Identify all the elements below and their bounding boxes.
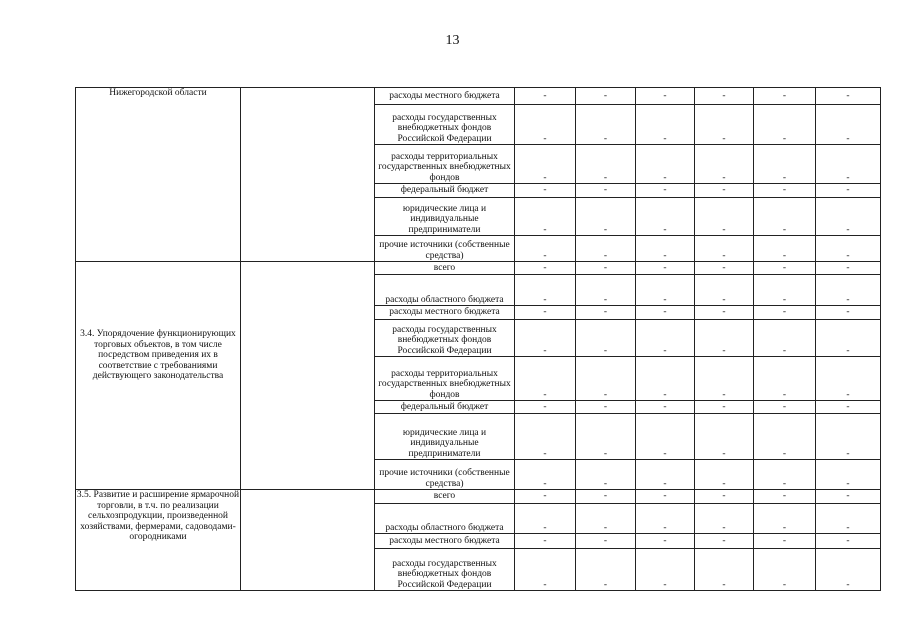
funding-source-cell: юридические лица и индивидуальные предприниматели xyxy=(375,198,515,236)
funding-value-cell: - xyxy=(816,236,881,262)
funding-value-cell: - xyxy=(636,460,695,490)
funding-value-cell: - xyxy=(576,534,636,549)
activity-name-cell xyxy=(76,490,241,591)
funding-value-cell: - xyxy=(576,460,636,490)
funding-value-cell: - xyxy=(816,145,881,184)
funding-value-cell: - xyxy=(695,414,754,460)
activity-name: Нижегородской области xyxy=(109,88,207,98)
funding-value-cell: - xyxy=(754,145,816,184)
funding-value-cell: - xyxy=(695,549,754,591)
funding-value-cell: - xyxy=(636,504,695,534)
funding-value-cell: - xyxy=(576,414,636,460)
executor-cell xyxy=(241,88,375,262)
funding-value-cell: - xyxy=(754,549,816,591)
funding-value-cell: - xyxy=(515,320,576,357)
funding-value-cell: - xyxy=(515,262,576,275)
funding-value-cell: - xyxy=(576,262,636,275)
funding-value-cell: - xyxy=(754,490,816,504)
funding-value-cell: - xyxy=(754,105,816,145)
funding-value-cell: - xyxy=(576,88,636,105)
funding-value-cell: - xyxy=(816,306,881,320)
funding-value-cell: - xyxy=(754,262,816,275)
funding-value-cell: - xyxy=(636,549,695,591)
funding-value-cell: - xyxy=(695,236,754,262)
funding-value-cell: - xyxy=(816,88,881,105)
funding-value-cell: - xyxy=(515,306,576,320)
funding-value-cell: - xyxy=(695,306,754,320)
page-number: 13 xyxy=(445,33,460,48)
funding-value-cell: - xyxy=(576,198,636,236)
funding-value-cell: - xyxy=(636,145,695,184)
funding-value-cell: - xyxy=(754,88,816,105)
funding-value-cell: - xyxy=(695,357,754,401)
funding-value-cell: - xyxy=(695,105,754,145)
funding-value-cell: - xyxy=(636,88,695,105)
funding-value-cell: - xyxy=(695,145,754,184)
funding-source-cell: расходы государственных внебюджетных фондов Российской Федерации xyxy=(375,549,515,591)
funding-value-cell: - xyxy=(576,490,636,504)
funding-value-cell: - xyxy=(576,236,636,262)
funding-value-cell: - xyxy=(816,198,881,236)
funding-source-cell: расходы местного бюджета xyxy=(375,534,515,549)
funding-value-cell: - xyxy=(636,534,695,549)
funding-source-cell: расходы территориальных государственных внебюджетных фондов xyxy=(375,145,515,184)
funding-source-cell: расходы местного бюджета xyxy=(375,306,515,320)
funding-value-cell: - xyxy=(636,184,695,198)
funding-value-cell: - xyxy=(816,275,881,306)
funding-value-cell: - xyxy=(816,414,881,460)
funding-value-cell: - xyxy=(636,198,695,236)
funding-value-cell: - xyxy=(816,320,881,357)
funding-value-cell: - xyxy=(816,504,881,534)
funding-value-cell: - xyxy=(695,401,754,414)
funding-value-cell: - xyxy=(816,460,881,490)
funding-value-cell: - xyxy=(515,490,576,504)
funding-value-cell: - xyxy=(636,414,695,460)
funding-value-cell: - xyxy=(816,357,881,401)
funding-value-cell: - xyxy=(754,236,816,262)
funding-source-cell: расходы местного бюджета xyxy=(375,88,515,105)
funding-value-cell: - xyxy=(754,504,816,534)
funding-source-cell: расходы областного бюджета xyxy=(375,275,515,306)
funding-value-cell: - xyxy=(636,320,695,357)
funding-value-cell: - xyxy=(816,549,881,591)
funding-value-cell: - xyxy=(515,401,576,414)
funding-value-cell: - xyxy=(636,357,695,401)
funding-value-cell: - xyxy=(816,534,881,549)
funding-value-cell: - xyxy=(636,306,695,320)
funding-value-cell: - xyxy=(695,534,754,549)
funding-value-cell: - xyxy=(816,184,881,198)
funding-value-cell: - xyxy=(695,275,754,306)
funding-value-cell: - xyxy=(576,275,636,306)
table-row xyxy=(76,490,881,504)
funding-source-cell: юридические лица и индивидуальные предприниматели xyxy=(375,414,515,460)
funding-value-cell: - xyxy=(515,504,576,534)
funding-value-cell: - xyxy=(754,306,816,320)
budget-table xyxy=(75,87,881,591)
funding-value-cell: - xyxy=(576,306,636,320)
funding-value-cell: - xyxy=(576,504,636,534)
funding-value-cell: - xyxy=(816,401,881,414)
funding-value-cell: - xyxy=(695,262,754,275)
activity-name-cell xyxy=(76,88,241,262)
funding-value-cell: - xyxy=(576,357,636,401)
funding-source-cell: расходы территориальных государственных внебюджетных фондов xyxy=(375,357,515,401)
funding-value-cell: - xyxy=(576,184,636,198)
funding-value-cell: - xyxy=(576,105,636,145)
funding-source-cell: всего xyxy=(375,490,515,504)
funding-value-cell: - xyxy=(636,275,695,306)
funding-value-cell: - xyxy=(695,460,754,490)
funding-value-cell: - xyxy=(515,236,576,262)
funding-value-cell: - xyxy=(515,184,576,198)
funding-value-cell: - xyxy=(576,401,636,414)
funding-value-cell: - xyxy=(754,198,816,236)
funding-source-cell: всего xyxy=(375,262,515,275)
funding-value-cell: - xyxy=(754,460,816,490)
funding-value-cell: - xyxy=(636,105,695,145)
funding-value-cell: - xyxy=(515,88,576,105)
activity-name: 3.5. Развитие и расширение ярмарочной торговли, в т.ч. по реализации сельхозпродукции, произведенной хозяйствами, фермерами, садоводами-огородниками xyxy=(76,490,240,542)
funding-value-cell: - xyxy=(754,401,816,414)
funding-value-cell: - xyxy=(576,320,636,357)
funding-value-cell: - xyxy=(636,236,695,262)
funding-source-cell: прочие источники (собственные средства) xyxy=(375,460,515,490)
funding-value-cell: - xyxy=(515,534,576,549)
funding-value-cell: - xyxy=(816,490,881,504)
funding-source-cell: расходы государственных внебюджетных фондов Российской Федерации xyxy=(375,320,515,357)
funding-source-cell: федеральный бюджет xyxy=(375,184,515,198)
table-row xyxy=(76,262,881,275)
funding-value-cell: - xyxy=(576,549,636,591)
funding-value-cell: - xyxy=(754,184,816,198)
funding-value-cell: - xyxy=(754,414,816,460)
funding-value-cell: - xyxy=(636,262,695,275)
funding-value-cell: - xyxy=(515,145,576,184)
funding-value-cell: - xyxy=(754,275,816,306)
funding-value-cell: - xyxy=(695,320,754,357)
funding-value-cell: - xyxy=(515,275,576,306)
executor-cell xyxy=(241,490,375,591)
funding-value-cell: - xyxy=(816,262,881,275)
funding-value-cell: - xyxy=(695,88,754,105)
funding-value-cell: - xyxy=(754,357,816,401)
funding-value-cell: - xyxy=(515,460,576,490)
funding-value-cell: - xyxy=(636,490,695,504)
funding-value-cell: - xyxy=(515,549,576,591)
funding-source-cell: расходы государственных внебюджетных фондов Российской Федерации xyxy=(375,105,515,145)
funding-source-cell: прочие источники (собственные средства) xyxy=(375,236,515,262)
funding-value-cell: - xyxy=(515,357,576,401)
funding-value-cell: - xyxy=(695,198,754,236)
funding-value-cell: - xyxy=(816,105,881,145)
activity-name-cell xyxy=(76,262,241,490)
funding-value-cell: - xyxy=(515,105,576,145)
funding-value-cell: - xyxy=(636,401,695,414)
activity-name: 3.4. Упорядочение функционирующих торговых объектов, в том числе посредством приведения их в соответствие с требованиями действующего законодательства xyxy=(80,329,236,382)
funding-value-cell: - xyxy=(695,504,754,534)
funding-value-cell: - xyxy=(754,320,816,357)
table-row xyxy=(76,88,881,105)
funding-value-cell: - xyxy=(515,198,576,236)
funding-source-cell: федеральный бюджет xyxy=(375,401,515,414)
funding-value-cell: - xyxy=(515,414,576,460)
funding-value-cell: - xyxy=(576,145,636,184)
executor-cell xyxy=(241,262,375,490)
funding-value-cell: - xyxy=(695,490,754,504)
funding-value-cell: - xyxy=(695,184,754,198)
funding-value-cell: - xyxy=(754,534,816,549)
funding-source-cell: расходы областного бюджета xyxy=(375,504,515,534)
